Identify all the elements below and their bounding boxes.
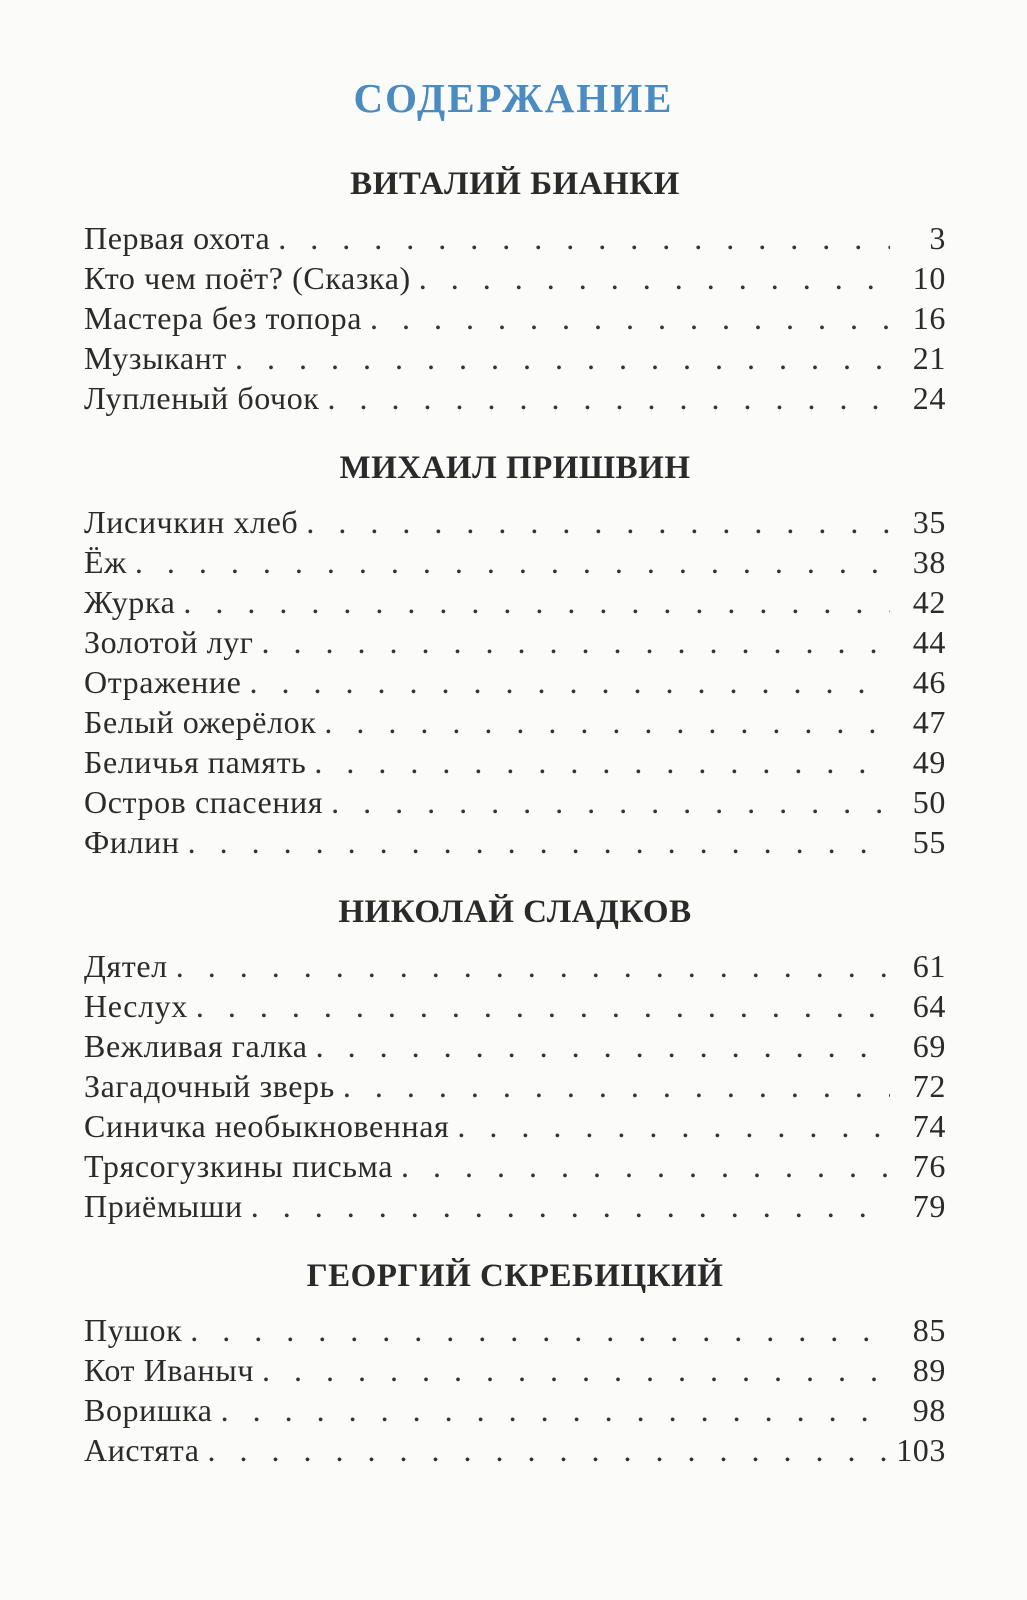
entry-title: Ёж	[84, 544, 127, 580]
entry-list	[84, 502, 946, 862]
toc-entry[interactable]	[84, 1186, 946, 1226]
dot-leader	[221, 1390, 890, 1430]
toc-section	[84, 1250, 946, 1470]
entry-page-number: 103	[896, 1432, 946, 1468]
toc-entry[interactable]	[84, 582, 946, 622]
section-author: ГЕОРГИЙ СКРЕБИЦКИЙ	[306, 1258, 724, 1294]
entry-page-number: 79	[912, 1188, 946, 1224]
entry-title: Лупленый бочок	[84, 380, 320, 416]
toc-entry[interactable]	[84, 502, 946, 542]
entry-title: Отражение	[84, 664, 242, 700]
entry-page-number: 42	[912, 584, 946, 620]
entry-title: Вежливая галка	[84, 1028, 308, 1064]
entry-title: Кто чем поёт? (Сказка)	[84, 260, 411, 296]
entry-page-number: 64	[912, 988, 946, 1024]
entry-page-number: 89	[912, 1352, 946, 1388]
dot-leader	[235, 338, 890, 378]
entry-list	[84, 1310, 946, 1470]
entry-title: Музыкант	[84, 340, 227, 376]
toc-entry[interactable]	[84, 742, 946, 782]
dot-leader	[419, 258, 890, 298]
entry-page-number: 3	[929, 220, 946, 256]
entry-page-number: 47	[912, 704, 946, 740]
entry-page-number: 69	[912, 1028, 946, 1064]
dot-leader	[183, 582, 890, 622]
dot-leader	[324, 702, 890, 742]
entry-title: Мастера без топора	[84, 300, 363, 336]
entry-title: Синичка необыкновенная	[84, 1108, 450, 1144]
entry-title: Неслух	[84, 988, 188, 1024]
entry-title: Воришка	[84, 1392, 213, 1428]
entry-page-number: 10	[912, 260, 946, 296]
dot-leader	[331, 782, 890, 822]
entry-page-number: 24	[912, 380, 946, 416]
toc-entry[interactable]	[84, 662, 946, 702]
toc-entry[interactable]	[84, 258, 946, 298]
section-author: ВИТАЛИЙ БИАНКИ	[350, 166, 680, 202]
entry-page-number: 98	[912, 1392, 946, 1428]
dot-leader	[196, 986, 890, 1026]
section-author: МИХАИЛ ПРИШВИН	[339, 450, 691, 486]
entry-title: Аистята	[84, 1432, 200, 1468]
entry-title: Пушок	[84, 1312, 183, 1348]
dot-leader	[316, 1026, 890, 1066]
dot-leader	[208, 1430, 887, 1470]
entry-title: Золотой луг	[84, 624, 254, 660]
entry-page-number: 85	[912, 1312, 946, 1348]
dot-leader	[251, 1186, 890, 1226]
toc-entry[interactable]	[84, 378, 946, 418]
entry-page-number: 38	[912, 544, 946, 580]
entry-page-number: 35	[912, 504, 946, 540]
toc-entry[interactable]	[84, 1146, 946, 1186]
entry-title: Остров спасения	[84, 784, 324, 820]
entry-page-number: 55	[912, 824, 946, 860]
entry-list	[84, 946, 946, 1226]
entry-title: Трясогузкины письма	[84, 1148, 393, 1184]
toc-entry[interactable]	[84, 1430, 946, 1470]
entry-title: Журка	[84, 584, 176, 620]
dot-leader	[306, 502, 890, 542]
dot-leader	[249, 662, 890, 702]
entry-title: Первая охота	[84, 220, 271, 256]
dot-leader	[188, 822, 890, 862]
entry-page-number: 76	[912, 1148, 946, 1184]
entry-title: Филин	[84, 824, 180, 860]
toc-entry[interactable]	[84, 822, 946, 862]
page-title: СОДЕРЖАНИЕ	[353, 75, 674, 121]
section-author: НИКОЛАЙ СЛАДКОВ	[338, 894, 692, 930]
toc-entry[interactable]	[84, 1350, 946, 1390]
entry-page-number: 61	[912, 948, 946, 984]
toc-section	[84, 886, 946, 1226]
dot-leader	[343, 1066, 890, 1106]
dot-leader	[262, 622, 890, 662]
dot-leader	[190, 1310, 890, 1350]
toc-entry[interactable]	[84, 542, 946, 582]
entry-page-number: 74	[912, 1108, 946, 1144]
entry-page-number: 72	[912, 1068, 946, 1104]
entry-page-number: 16	[912, 300, 946, 336]
toc-entry[interactable]	[84, 1026, 946, 1066]
entry-page-number: 21	[912, 340, 946, 376]
entry-page-number: 46	[912, 664, 946, 700]
toc-entry[interactable]	[84, 1390, 946, 1430]
toc-entry[interactable]	[84, 782, 946, 822]
toc-entry[interactable]	[84, 946, 946, 986]
entry-title: Лисичкин хлеб	[84, 504, 299, 540]
entry-title: Загадочный зверь	[84, 1068, 335, 1104]
dot-leader	[262, 1350, 890, 1390]
toc-entry[interactable]	[84, 986, 946, 1026]
dot-leader	[176, 946, 890, 986]
entry-page-number: 44	[912, 624, 946, 660]
toc-entry[interactable]	[84, 622, 946, 662]
toc-entry[interactable]	[84, 218, 946, 258]
dot-leader	[457, 1106, 890, 1146]
toc-entry[interactable]	[84, 702, 946, 742]
entry-page-number: 49	[912, 744, 946, 780]
entry-title: Дятел	[84, 948, 168, 984]
toc-section	[84, 442, 946, 862]
entry-list	[84, 218, 946, 418]
dot-leader	[314, 742, 890, 782]
toc-entry[interactable]	[84, 1310, 946, 1350]
entry-title: Кот Иваныч	[84, 1352, 255, 1388]
dot-leader	[135, 542, 890, 582]
toc-section	[84, 158, 946, 418]
toc-entry[interactable]	[84, 1106, 946, 1146]
dot-leader	[327, 378, 890, 418]
toc-entry[interactable]	[84, 338, 946, 378]
entry-title: Беличья память	[84, 744, 307, 780]
entry-page-number: 50	[912, 784, 946, 820]
entry-title: Приёмыши	[84, 1188, 243, 1224]
dot-leader	[401, 1146, 890, 1186]
dot-leader	[370, 298, 890, 338]
toc-entry[interactable]	[84, 298, 946, 338]
entry-title: Белый ожерёлок	[84, 704, 317, 740]
dot-leader	[278, 218, 890, 258]
toc-entry[interactable]	[84, 1066, 946, 1106]
